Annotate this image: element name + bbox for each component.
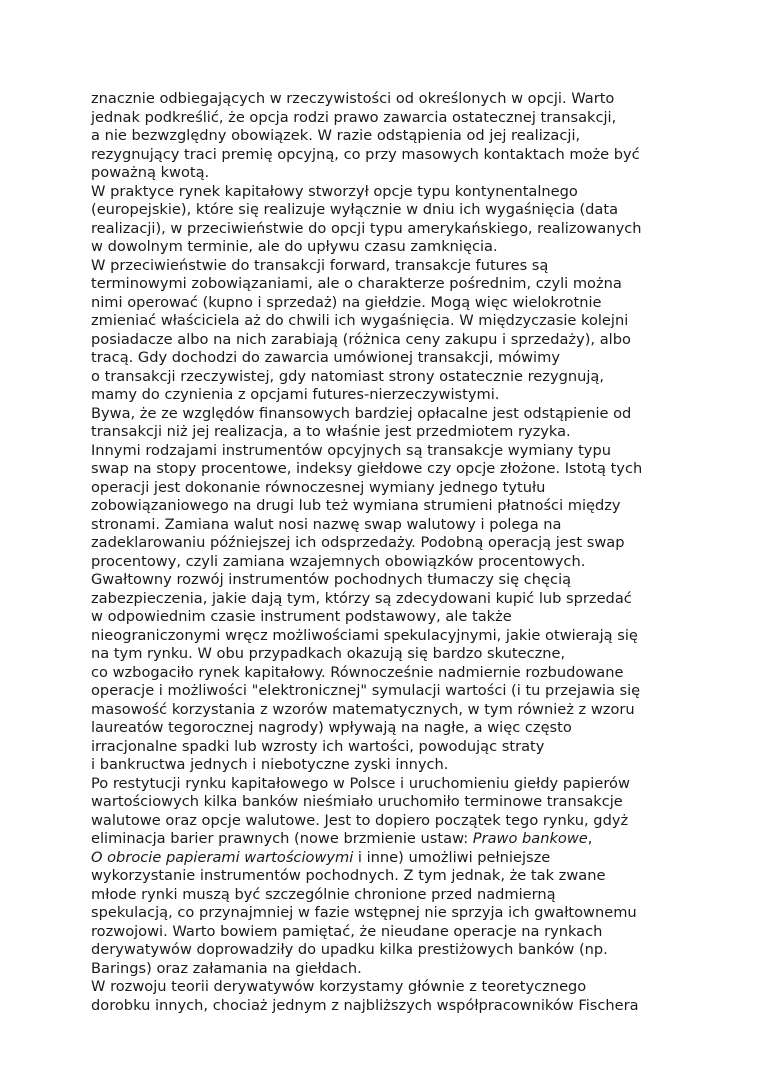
text-line: zabezpieczenia, jakie dają tym, którzy są zdecydowani kupić lub sprzedać: [91, 589, 632, 607]
body-text: [91, 90, 691, 1015]
text-line: Po restytucji rynku kapitałowego w Polsce i uruchomieniu giełdy papierów: [91, 774, 630, 792]
text-line: W rozwoju teorii derywatywów korzystamy głównie z teoretycznego: [91, 978, 587, 995]
text-line: co wzbogaciło rynek kapitałowy. Równocześnie nadmiernie rozbudowane: [91, 663, 624, 681]
text-line: walutowe oraz opcje walutowe. Jest to dopiero początek tego rynku, gdyż: [91, 811, 629, 829]
text-line: zobowiązaniowego na drugi lub też wymiana strumieni płatności między: [91, 497, 621, 514]
text-line: jednak podkreślić, że opcja rodzi prawo zawarcia ostatecznej transakcji,: [91, 108, 617, 126]
text-line: w dowolnym terminie, ale do upływu czasu zamknięcia.: [91, 238, 498, 255]
text-line: [91, 849, 691, 868]
text-line-tail: i inne) umożliwi pełniejsze: [353, 848, 551, 866]
text-line: operacje i możliwości "elektronicznej" symulacji wartości (i tu przejawia się: [91, 682, 641, 699]
text-line-start: eliminacja barier prawnych (nowe brzmienie ustaw:: [91, 830, 473, 847]
text-line: wykorzystanie instrumentów pochodnych. Z tym jednak, że tak zwane: [91, 867, 606, 884]
text-line: transakcji niż jej realizacja, a to właśnie jest przedmiotem ryzyka.: [91, 423, 571, 440]
text-line: (europejskie), które się realizuje wyłącznie w dniu ich wygaśnięcia (data: [91, 201, 619, 218]
text-line: w odpowiednim czasie instrument podstawowy, ale także: [91, 608, 512, 625]
text-line: mamy do czynienia z opcjami futures-nierzeczywistymi.: [91, 386, 500, 403]
text-line: na tym rynku. W obu przypadkach okazują się bardzo skuteczne,: [91, 645, 566, 662]
text-line: rezygnujący traci premię opcyjną, co przy masowych kontaktach może być: [91, 145, 640, 163]
text-line: irracjonalne spadki lub wzrosty ich wartości, powodując straty: [91, 737, 545, 755]
text-line: [91, 830, 691, 849]
text-line: rozwojowi. Warto bowiem pamiętać, że nieudane operacje na rynkach: [91, 922, 603, 940]
text-line: Innymi rodzajami instrumentów opcyjnych są transakcje wymiany typu: [91, 441, 611, 459]
text-line: procentowy, czyli zamiana wzajemnych obowiązków procentowych.: [91, 552, 586, 570]
text-line: tracą. Gdy dochodzi do zawarcia umówionej transakcji, mówimy: [91, 349, 560, 366]
text-line: derywatywów doprowadziły do upadku kilka prestiżowych banków (np.: [91, 941, 608, 958]
text-line: poważną kwotą.: [91, 164, 210, 181]
text-line: a nie bezwzględny obowiązek. W razie odstąpienia od jej realizacji,: [91, 127, 581, 144]
text-line: terminowymi zobowiązaniami, ale o charakterze pośrednim, czyli można: [91, 275, 622, 292]
text-line: realizacji), w przeciwieństwie do opcji typu amerykańskiego, realizowanych: [91, 219, 642, 237]
text-line: W praktyce rynek kapitałowy stworzył opcje typu kontynentalnego: [91, 182, 578, 200]
text-line: W przeciwieństwie do transakcji forward, transakcje futures są: [91, 256, 549, 274]
text-line: nimi operować (kupno i sprzedaż) na giełdzie. Mogą więc wielokrotnie: [91, 293, 602, 311]
text-line: swap na stopy procentowe, indeksy giełdowe czy opcje złożone. Istotą tych: [91, 460, 643, 477]
text-line: i bankructwa jednych i niebotyczne zyski innych.: [91, 756, 449, 773]
text-line: Barings) oraz załamania na giełdach.: [91, 959, 362, 977]
text-line: znacznie odbiegających w rzeczywistości od określonych w opcji. Warto: [91, 90, 615, 107]
text-line: posiadacze albo na nich zarabiają (różnica ceny zakupu i sprzedaży), albo: [91, 330, 631, 348]
text-line: laureatów tegorocznej nagrody) wpływają na nagłe, a więc często: [91, 719, 572, 736]
text-line: Gwałtowny rozwój instrumentów pochodnych tłumaczy się chęcią: [91, 571, 572, 588]
text-line: młode rynki muszą być szczególnie chronione przed nadmierną: [91, 885, 556, 903]
italic-law-title: O obrocie papierami wartościowymi: [91, 848, 354, 866]
text-line: wartościowych kilka banków nieśmiało uruchomiło terminowe transakcje: [91, 793, 623, 810]
text-line-tail: ,: [587, 830, 593, 847]
italic-law-title: Prawo bankowe: [472, 830, 588, 847]
text-line: spekulacją, co przynajmniej w fazie wstępnej nie sprzyja ich gwałtownemu: [91, 904, 637, 921]
text-line: o transakcji rzeczywistej, gdy natomiast strony ostatecznie rezygnują,: [91, 367, 604, 385]
text-line: masowość korzystania z wzorów matematycznych, w tym również z wzoru: [91, 700, 635, 718]
text-line: nieograniczonymi wręcz możliwościami spekulacyjnymi, jakie otwierają się: [91, 626, 638, 644]
text-line: zadeklarowaniu późniejszej ich odsprzedaży. Podobną operacją jest swap: [91, 534, 625, 551]
text-line: dorobku innych, chociaż jednym z najbliższych współpracowników Fischera: [91, 996, 639, 1014]
text-line: stronami. Zamiana walut nosi nazwę swap walutowy i polega na: [91, 515, 562, 533]
text-line: Bywa, że ze względów finansowych bardziej opłacalne jest odstąpienie od: [91, 404, 632, 422]
text-line: operacji jest dokonanie równoczesnej wymiany jednego tytułu: [91, 478, 546, 496]
text-line: zmieniać właściciela aż do chwili ich wygaśnięcia. W międzyczasie kolejni: [91, 312, 629, 329]
